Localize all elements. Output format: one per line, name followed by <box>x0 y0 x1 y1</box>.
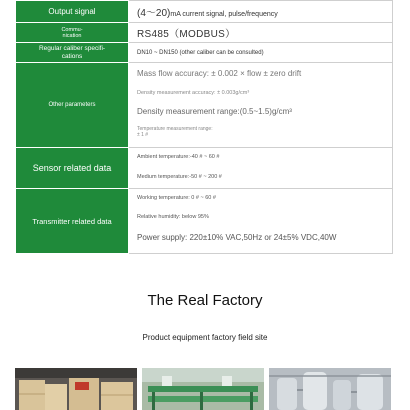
temperature-range: Temperature measurement range: ± 1 # <box>137 126 213 138</box>
factory-subtitle: Product equipment factory field site <box>142 333 268 342</box>
power-supply: Power supply: 220±10% VAC,50Hz or 24±5% VDC,40W <box>137 233 337 242</box>
spec-table <box>15 0 393 254</box>
sensor-related-cell <box>129 148 393 189</box>
factory-title: The Real Factory <box>147 292 263 309</box>
other-parameters-cell <box>129 63 393 148</box>
output-signal-desc: mA current signal, pulse/frequency <box>170 11 278 18</box>
row-communication <box>16 23 393 43</box>
sensor-related-label: Sensor related data <box>16 148 129 189</box>
row-other-parameters <box>16 63 393 148</box>
communication-value: RS485（MODBUS） <box>129 23 393 43</box>
density-range: Density measurement range:(0.5~1.5)g/cm³ <box>137 107 292 116</box>
factory-photo-equipment <box>269 368 391 410</box>
ambient-temperature: Ambient temperature:-40 # ~ 60 # <box>137 154 220 160</box>
mass-flow-accuracy: Mass flow accuracy: ± 0.002 × flow ± zero drift <box>137 69 302 78</box>
output-signal-range: (4～20) <box>137 8 171 19</box>
density-accuracy: Density measurement accuracy: ± 0.003g/cm³ <box>137 90 250 96</box>
working-temperature: Working temperature: 0 # ~ 60 # <box>137 195 216 201</box>
other-parameters-label: Other parameters <box>16 63 129 148</box>
regular-caliber-value: DN10 ~ DN150 (other caliber can be consulted) <box>129 43 393 63</box>
row-transmitter-related <box>16 189 393 254</box>
factory-photo-workshop <box>142 368 264 410</box>
transmitter-related-cell <box>129 189 393 254</box>
row-regular-caliber <box>16 43 393 63</box>
output-signal-label: Output signal <box>16 1 129 23</box>
medium-temperature: Medium temperature:-50 # ~ 200 # <box>137 174 222 180</box>
relative-humidity: Relative humidity: below 95% <box>137 214 209 220</box>
communication-label: Commu- nication <box>16 23 129 43</box>
output-signal-value <box>129 1 393 23</box>
factory-photos <box>0 368 410 410</box>
row-output-signal <box>16 1 393 23</box>
factory-photo-warehouse <box>15 368 137 410</box>
transmitter-related-label: Transmitter related data <box>16 189 129 254</box>
regular-caliber-label: Regular caliber specifi- cations <box>16 43 129 63</box>
row-sensor-related <box>16 148 393 189</box>
